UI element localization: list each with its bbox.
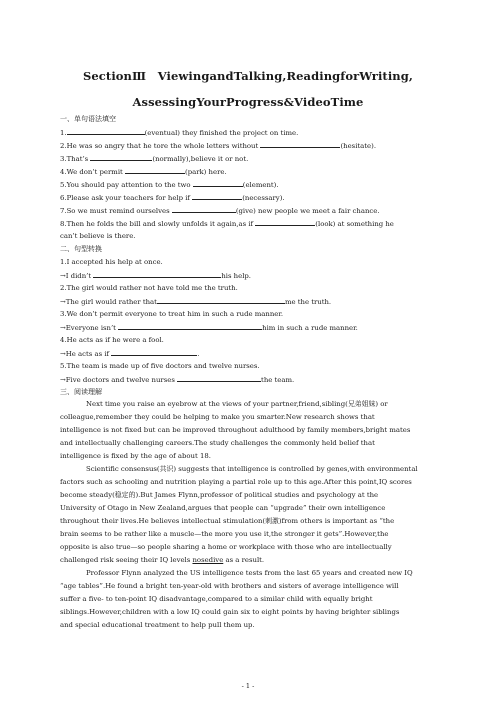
exercise-6-suffix: (necessary).: [242, 194, 285, 202]
transform-1-suffix: his help.: [221, 272, 252, 280]
exercise-8-suffix: (look) at something he: [315, 220, 394, 228]
exercise-4: [60, 167, 442, 176]
transform-3-rewrite: [60, 323, 442, 332]
exercise-2-suffix: (hesitate).: [340, 142, 377, 150]
paragraph-line: factors such as schooling and nutrition playing a partial role up to this age.After this point,IQ scores: [60, 478, 412, 486]
exercise-5-suffix: (element).: [242, 181, 279, 189]
exercise-2: [60, 141, 442, 150]
paragraph-line: and special educational treatment to help pull them up.: [60, 621, 255, 629]
blank-7[interactable]: [172, 206, 236, 213]
transform-blank-4[interactable]: [111, 349, 200, 358]
transform-blank-3[interactable]: [118, 323, 262, 330]
transform-2-original: 2.The girl would rather not have told me the truth.: [60, 284, 238, 292]
exercise-6-prefix: 6.Please ask your teachers for help if: [60, 194, 193, 202]
paragraph-line: siblings.However,children with a low IQ could gain six to eight points by having brighter siblings: [60, 608, 400, 616]
transform-4-original: 4.He acts as if he were a fool.: [60, 336, 164, 344]
reading-paragraph-2: [60, 463, 442, 567]
blank-1[interactable]: [67, 128, 145, 135]
reading-paragraph-3: [60, 567, 442, 632]
exercise-8-continuation: can’t believe is there.: [60, 232, 136, 240]
transform-3-original: 3.We don’t permit everyone to treat him in such a rude manner.: [60, 310, 284, 318]
transform-5-rewrite: [60, 375, 442, 384]
blank-6[interactable]: [192, 193, 242, 200]
exercise-1-suffix: (eventual) they finished the project on time.: [144, 129, 299, 137]
paragraph-line: brain seems to be rather like a muscle—the more you use it,the stronger it gets”.However,the: [60, 530, 389, 538]
blank-5[interactable]: [193, 180, 243, 187]
exercise-8-prefix: 8.Then he folds the bill and slowly unfolds it again,as if: [60, 220, 256, 228]
paragraph-line: “age tables”.He found a bright ten-year-old with brothers and sisters of average intelligence will: [60, 582, 399, 590]
section2-heading: 二、句型转换: [60, 245, 102, 253]
transform-5-suffix: the team.: [261, 376, 295, 384]
paragraph-line: Scientific consensus(共识) suggests that intelligence is controlled by genes,with environmental: [86, 465, 418, 473]
exercise-1-prefix: 1.: [60, 129, 67, 137]
exercise-7-suffix: (give) new people we meet a fair chance.: [235, 207, 380, 215]
blank-3[interactable]: [90, 154, 152, 161]
exercise-6: [60, 193, 442, 202]
exercise-8: [60, 219, 442, 228]
transform-1-rewrite: [60, 271, 442, 280]
exercise-5-prefix: 5.You should pay attention to the two: [60, 181, 193, 189]
transform-1-original: 1.I accepted his help at once.: [60, 258, 163, 266]
exercise-4-prefix: 4.We don’t permit: [60, 168, 125, 176]
exercise-7-prefix: 7.So we must remind ourselves: [60, 207, 172, 215]
paragraph-line: Professor Flynn analyzed the US intelligence tests from the last 65 years and created new IQ: [86, 569, 413, 577]
section3-heading: 三、阅读理解: [60, 388, 102, 396]
exercise-1: [60, 128, 442, 137]
transform-blank-5[interactable]: [177, 375, 261, 382]
paragraph-line: intelligence is fixed by the age of about 18.: [60, 452, 211, 460]
blank-2[interactable]: [260, 141, 340, 148]
exercise-3: [60, 154, 442, 163]
transform-5-original: 5.The team is made up of five doctors and twelve nurses.: [60, 362, 260, 370]
paragraph-line: colleague,remember they could be helping to make you smarter.New research shows that: [60, 413, 375, 421]
exercise-3-prefix: 3.That’s: [60, 155, 91, 163]
exercise-7: [60, 206, 442, 215]
transform-blank-1[interactable]: [93, 271, 221, 278]
blank-4[interactable]: [125, 167, 185, 174]
transform-3-prefix: →Everyone isn’t: [60, 324, 119, 332]
paragraph-line: become steady(稳定的).But James Flynn,professor of political studies and psychology at the: [60, 491, 379, 499]
underlined-word-nosedive: nosedive: [192, 556, 224, 564]
blank-8[interactable]: [255, 219, 315, 226]
transform-2-suffix: me the truth.: [284, 298, 332, 306]
paragraph-line: University of Otago in New Zealand,argues that people can “upgrade” their own intelligence: [60, 504, 386, 512]
section1-heading: 一、单句语法填空: [60, 115, 116, 123]
exercise-5: [60, 180, 442, 189]
paragraph-line: challenged risk seeing their IQ levels nosedive as a result.: [60, 556, 265, 564]
transform-5-prefix: →Five doctors and twelve nurses: [60, 376, 178, 384]
paragraph-line: and intellectually challenging careers.The study challenges the commonly held belief that: [60, 439, 375, 447]
transform-2-rewrite: [60, 297, 442, 306]
page-title-line1: SectionⅢ ViewingandTalking,ReadingforWriting,: [82, 69, 413, 83]
transform-4-prefix: →He acts as if: [60, 350, 112, 358]
paragraph-line: suffer a five- to ten-point IQ disadvantage,compared to a similar child with equally bright: [60, 595, 373, 603]
exercise-3-suffix: (normally),believe it or not.: [152, 155, 249, 163]
paragraph-line: Next time you raise an eyebrow at the views of your partner,friend,sibling(兄弟姐妹) or: [86, 400, 388, 408]
reading-paragraph-1: [60, 398, 442, 463]
transform-1-prefix: →I didn’t: [60, 272, 94, 280]
transform-3-suffix: him in such a rude manner.: [262, 324, 358, 332]
transform-2-prefix: →The girl would rather that: [60, 298, 157, 306]
transform-4-suffix: .: [197, 350, 200, 358]
page-number: - 1 -: [241, 682, 255, 690]
transform-4-rewrite: [60, 349, 442, 358]
page-title-line2: AssessingYourProgress&VideoTime: [132, 95, 364, 109]
paragraph-line: throughout their lives.He believes intellectual stimulation(刺激)from others is important as “the: [60, 517, 395, 525]
paragraph-line: intelligence is not fixed but can be improved throughout adulthood by family members,bright mates: [60, 426, 411, 434]
exercise-4-suffix: (park) here.: [185, 168, 227, 176]
exercise-2-prefix: 2.He was so angry that he tore the whole letters without: [60, 142, 261, 150]
paragraph-line: opposite is also true—so people sharing a home or workplace with those who are intellectually: [60, 543, 392, 551]
transform-blank-2[interactable]: [157, 297, 285, 304]
